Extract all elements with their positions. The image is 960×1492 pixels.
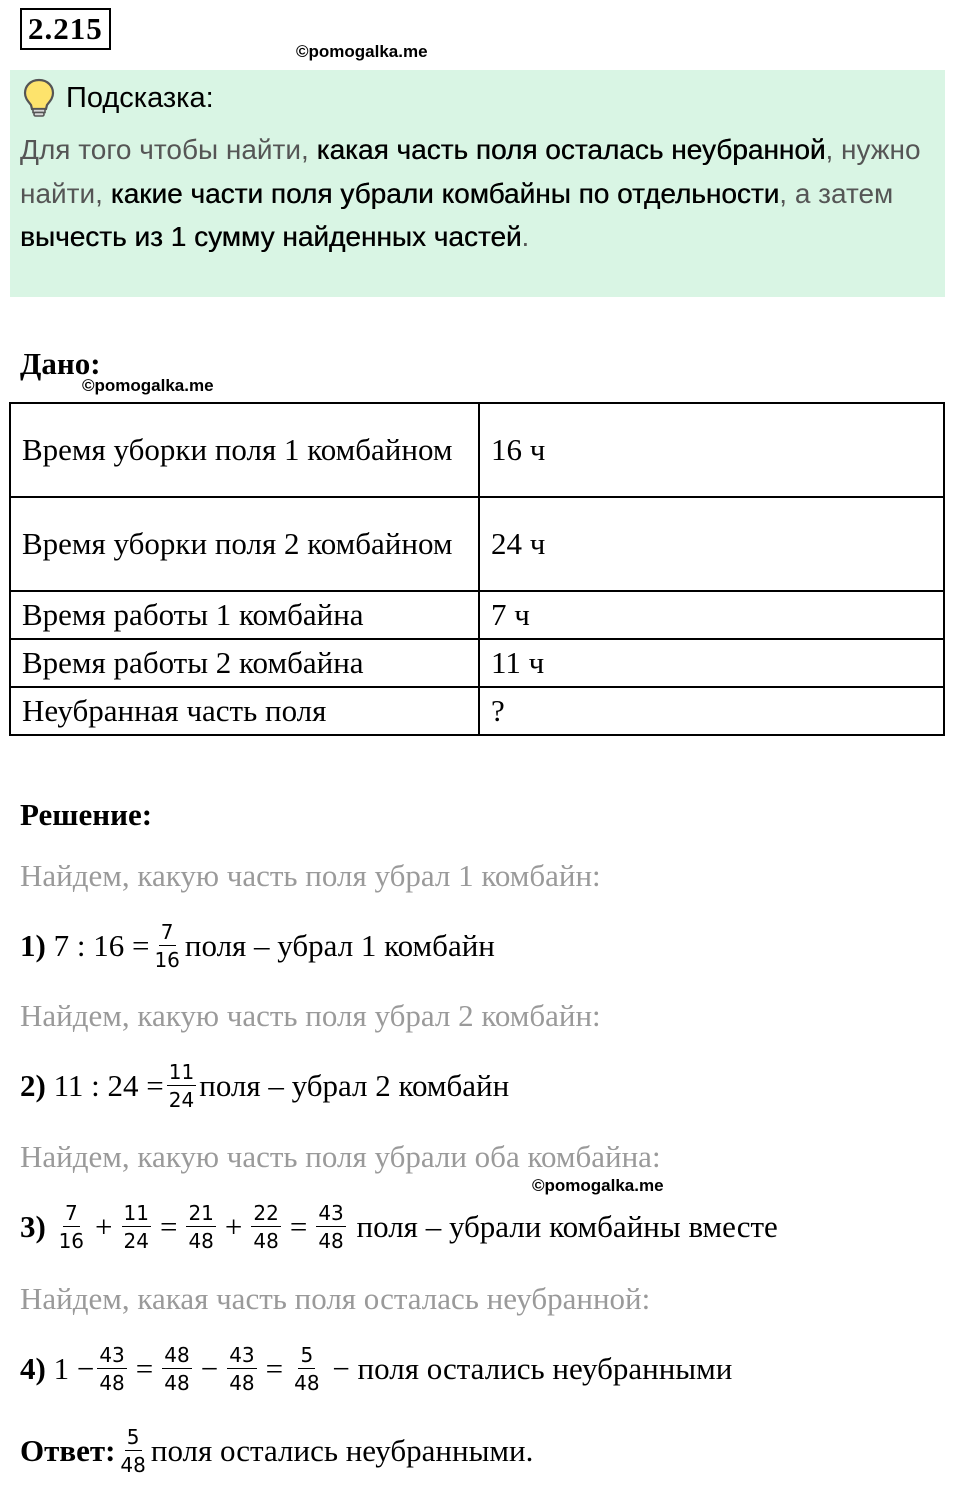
operator: + xyxy=(224,1209,243,1244)
numerator: 22 xyxy=(253,1201,279,1225)
fraction xyxy=(162,1345,191,1393)
step-line xyxy=(20,1339,732,1399)
operator: = xyxy=(289,1209,308,1244)
table-cell-label: Время работы 2 комбайна xyxy=(10,639,479,687)
hint-part: . xyxy=(521,221,530,252)
step-expression: 11 : 24 = xyxy=(53,1068,164,1103)
given-table xyxy=(9,402,945,736)
lightbulb-icon xyxy=(22,78,56,118)
hint-title-text: Подсказка: xyxy=(66,81,214,114)
denominator: 16 xyxy=(154,948,180,972)
step-number: 3) xyxy=(20,1209,46,1244)
answer-line xyxy=(20,1420,533,1482)
denominator: 24 xyxy=(123,1229,149,1253)
operator: + xyxy=(95,1209,113,1244)
step-number: 2) xyxy=(20,1068,46,1103)
step-intro: Найдем, какая часть поля осталась неубранной: xyxy=(20,1281,651,1316)
step-expression: 7 : 16 = xyxy=(53,928,150,963)
hint-part-bold: какие части поля убрали комбайны по отдельности xyxy=(110,177,780,209)
table-cell-label: Время уборки поля 2 комбайном xyxy=(10,497,479,591)
numerator: 43 xyxy=(318,1201,344,1225)
step-line xyxy=(20,1056,509,1116)
table-cell-value: 24 ч xyxy=(479,497,944,591)
operator: = xyxy=(159,1209,178,1244)
table-cell-label: Время уборки поля 1 комбайном xyxy=(10,403,479,497)
numerator: 43 xyxy=(99,1343,125,1367)
step-tail: поля – убрал 1 комбайн xyxy=(184,928,495,963)
table-row xyxy=(10,403,944,497)
denominator: 48 xyxy=(253,1229,279,1253)
operator: − xyxy=(200,1351,219,1386)
numerator: 48 xyxy=(164,1343,190,1367)
watermark: ©pomogalka.me xyxy=(296,42,428,61)
denominator: 48 xyxy=(188,1229,214,1253)
step-tail: поля – убрал 2 комбайн xyxy=(199,1068,510,1103)
hint-text xyxy=(20,128,940,259)
hint-part: , нужно найти, xyxy=(20,134,921,209)
step-line xyxy=(20,1197,778,1257)
denominator: 16 xyxy=(58,1229,85,1253)
hint-title xyxy=(22,78,214,118)
operator: = xyxy=(265,1351,284,1386)
fraction xyxy=(152,922,181,970)
watermark: ©pomogalka.me xyxy=(532,1176,664,1195)
table-cell-value: 11 ч xyxy=(479,639,944,687)
table-cell-value: 7 ч xyxy=(479,591,944,639)
fraction xyxy=(167,1062,196,1110)
numerator: 7 xyxy=(160,920,174,944)
table-cell-label: Время работы 1 комбайна xyxy=(10,591,479,639)
operator: = xyxy=(135,1351,154,1386)
step-tail: − поля остались неубранными xyxy=(332,1351,733,1386)
step-number: 4) xyxy=(20,1351,46,1386)
fraction xyxy=(122,1203,151,1251)
table-row xyxy=(10,687,944,735)
fraction xyxy=(118,1427,147,1475)
numerator: 11 xyxy=(123,1201,149,1225)
table-row xyxy=(10,639,944,687)
table-cell-value: ? xyxy=(479,687,944,735)
numerator: 7 xyxy=(64,1201,78,1225)
step-intro: Найдем, какую часть поля убрал 2 комбайн: xyxy=(20,998,601,1033)
hint-part-bold: какая часть поля осталась неубранной xyxy=(316,134,826,165)
numerator: 5 xyxy=(126,1425,140,1449)
solution-heading: Решение: xyxy=(20,797,153,832)
denominator: 48 xyxy=(229,1371,255,1395)
denominator: 48 xyxy=(318,1229,344,1253)
answer-tail: поля остались неубранными. xyxy=(150,1433,534,1468)
hint-part: , а затем xyxy=(779,177,894,209)
watermark: ©pomogalka.me xyxy=(82,376,214,395)
hint-part-bold: вычесть из 1 сумму найденных частей xyxy=(20,221,522,252)
denominator: 48 xyxy=(294,1371,320,1395)
step-expression: 1 − xyxy=(53,1351,95,1386)
numerator: 43 xyxy=(229,1343,255,1367)
step-intro: Найдем, какую часть поля убрал 1 комбайн: xyxy=(20,858,601,893)
step-intro: Найдем, какую часть поля убрали оба комбайна: xyxy=(20,1139,661,1174)
numerator: 11 xyxy=(168,1060,195,1084)
fraction xyxy=(227,1345,256,1393)
fraction xyxy=(57,1203,86,1251)
table-cell-label: Неубранная часть поля xyxy=(10,687,479,735)
numerator: 5 xyxy=(300,1343,314,1367)
numerator: 21 xyxy=(188,1201,214,1225)
table-row xyxy=(10,497,944,591)
given-heading: Дано: xyxy=(20,346,101,381)
denominator: 48 xyxy=(99,1371,125,1395)
answer-label: Ответ: xyxy=(20,1433,116,1468)
table-row xyxy=(10,591,944,639)
table-cell-value: 16 ч xyxy=(479,403,944,497)
step-line xyxy=(20,916,495,976)
hint-part: Для того чтобы найти, xyxy=(20,134,317,165)
fraction xyxy=(292,1345,321,1393)
denominator: 24 xyxy=(168,1088,195,1112)
step-number: 1) xyxy=(20,928,46,963)
fraction xyxy=(316,1203,345,1251)
fraction xyxy=(251,1203,280,1251)
step-tail: поля – убрали комбайны вместе xyxy=(356,1209,778,1244)
fraction xyxy=(186,1203,215,1251)
denominator: 48 xyxy=(164,1371,190,1395)
fraction xyxy=(97,1345,126,1393)
task-number: 2.215 xyxy=(20,8,111,50)
denominator: 48 xyxy=(120,1453,146,1477)
